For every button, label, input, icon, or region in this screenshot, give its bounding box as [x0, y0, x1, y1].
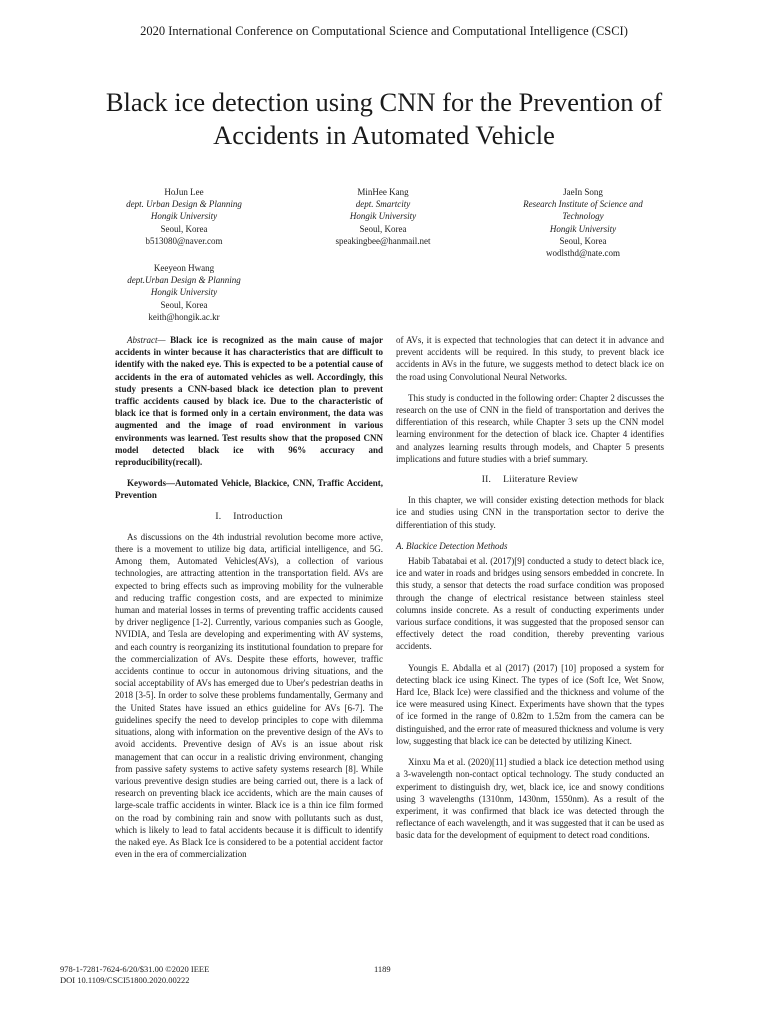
conference-header: 2020 International Conference on Computational Science and Computational Intelligence (CSCI)	[140, 24, 628, 38]
author-email: speakingbee@hanmail.net	[335, 235, 431, 246]
author-block	[100, 262, 268, 323]
paragraph: In this chapter, we will consider existing detection methods for black ice and studies using CNN in the transportation sector to derive the differentiation of this study.	[396, 495, 664, 530]
author-name: MinHee Kang	[357, 187, 409, 197]
author-dept: dept. Smartcity	[355, 199, 411, 210]
author-email: keith@hongik.ac.kr	[148, 311, 220, 322]
section-number: I.	[215, 511, 222, 522]
author-dept: Technology	[562, 211, 604, 222]
author-dept: Research Institute of Science and	[523, 199, 643, 210]
author-dept: dept. Urban Design & Planning	[126, 199, 242, 210]
section-title: Liiterature Review	[503, 475, 579, 486]
paragraph: Habib Tabatabai et al. (2017)[9] conducted a study to detect black ice, ice and water in roads and bridges using sensors embedded in concrete. In this study, a sensor that detects the road surface condition was proposed through the change of electrical resistance between stainless steel columns inside concrete. As a result of conducting experiments under various surface conditions, it was suggested that the proposed sensor can effectively detect the road condition, thereby preventing various accidents.	[396, 556, 664, 652]
intro-paragraph: As discussions on the 4th industrial revolution become more active, there is a movement to utilize big data, artificial intelligence, and 5G. Among them, Automated Vehicles(AVs), a collection of various technologies, are attracting attention in the transportation field. AVs are expected to bring effects such as improving mobility for the vulnerable and reducing traffic congestion costs, and are expected to minimize human and material losses in terms of preventing traffic accidents caused by driver negligence [1-2]. Currently, various companies such as Google, NVIDIA, and Tesla are developing and experimenting with AV systems, and each country is reorganizing its institutional foundation to prepare for the commercialization of AVs. Despite these efforts, however, traffic accidents continue to occur in autonomous driving situations, and the social acceptability of AVs has emerged due to Uber's pedestrian deaths in 2018 [3-5]. In order to solve these problems fundamentally, Germany and the United States have issued an ethics guideline for AVs [6-7]. The guidelines specify the need to develop principles to cope with dilemma situations, along with information on the preventive design of the AVs to avoid accidents. Preventive design of AVs is an issue about risk management that can occur in a realistic driving environment, changing from passive safety systems to active safety systems research [8]. While various preventive design studies are being carried out, there is a lack of research on preventing black ice accidents, which are the main causes of large-scale traffic accidents in winter. Black ice is a thin ice film formed on the road by combining rain and snow with pollutants such as dust, which is likely to lead to fatal accidents because it is difficult to identify the naked eye. As Black Ice is considered to be a potential accident factor even in the era of commercialization	[115, 531, 383, 860]
paragraph: of AVs, it is expected that technologies that can detect it in advance and prevent accidents will be required. In this study, to prevent black ice accidents in AVs in the future, we suggests method to detect black ice on the road using Convolutional Neural Networks.	[396, 335, 664, 382]
author-location: Seoul, Korea	[359, 223, 407, 234]
abstract-text: Black ice is recognized as the main cause of major accidents in winter because it has characteristics that are difficult to identify with the naked eye. This is expected to be a potential cause of accidents in the era of automated vehicles as well. Accordingly, this study presents a CNN-based black ice detection plan to prevent traffic accidents caused by black ice. Due to the characteristic of black ice that is formed only in a certain environment, the data was augmented and the image of road environment in various environments was learned. Test results show that the proposed CNN model detected black ice with 96% accuracy and reproducibility(recall).	[115, 335, 383, 468]
author-location: Seoul, Korea	[559, 235, 607, 246]
paragraph: Youngis E. Abdalla et al (2017) (2017) [10] proposed a system for detecting black ice using Kinect. The types of ice (Soft Ice, Wet Snow, Hard Ice, Black Ice) were classified and the thickness and volume of the ice were measured using Kinect. Experiments have shown that the types of ice formed in the range of 0.82m to 1.52m from the camera can be distinguished, and the error rate of measured thickness and volume is very low, suggesting that black ice can be detected by utilizing Kinect.	[396, 662, 664, 746]
section-heading	[115, 511, 383, 523]
paper-title: Black ice detection using CNN for the Prevention of Accidents in Automated Vehicle	[105, 87, 663, 150]
author-block	[498, 186, 668, 259]
footer-info	[60, 964, 209, 986]
author-dept: dept.Urban Design & Planning	[127, 275, 241, 286]
abstract	[115, 334, 383, 468]
abstract-label: Abstract—	[127, 335, 166, 345]
author-email: b513080@naver.com	[145, 235, 223, 246]
subsection-heading: A. Blackice Detection Methods	[396, 540, 508, 551]
keywords: Keywords—Automated Vehicle, Blackice, CNN, Traffic Accident, Prevention	[115, 478, 383, 501]
section-heading	[396, 474, 664, 486]
section-title: Introduction	[233, 511, 283, 522]
author-affiliation: Hongik University	[349, 211, 417, 222]
author-email: wodlsthd@nate.com	[545, 248, 621, 259]
section-number: II.	[481, 475, 492, 486]
author-affiliation: Hongik University	[150, 211, 218, 222]
right-column	[396, 334, 664, 851]
author-name: HoJun Lee	[164, 187, 204, 197]
author-block	[299, 186, 467, 247]
author-name: Keeyeon Hwang	[153, 263, 215, 273]
doi: DOI 10.1109/CSCI51800.2020.00222	[60, 975, 190, 985]
author-block	[100, 186, 268, 247]
author-affiliation: Hongik University	[549, 223, 617, 234]
author-affiliation: Hongik University	[150, 287, 218, 298]
author-location: Seoul, Korea	[160, 299, 208, 310]
left-column	[115, 334, 383, 862]
paragraph: This study is conducted in the following order: Chapter 2 discusses the research on the use of CNN in the field of transportation and derives the differentiation of this research, while Chapter 3 sets up the CNN model learning environment for the detection of black ice. Chapter 4 identifies and analyzes learning results through models, and Chapter 5 presents implications and future studies with a brief summary.	[396, 392, 664, 464]
isbn: 978-1-7281-7624-6/20/$31.00 ©2020 IEEE	[60, 964, 210, 974]
author-location: Seoul, Korea	[160, 223, 208, 234]
author-name: JaeIn Song	[563, 187, 603, 197]
paragraph: Xinxu Ma et al. (2020)[11] studied a black ice detection method using a 3-wavelength non-contact optical technology. The study conducted an experiment to distinguish dry, wet, black ice, ice and snowy conditions using 3 wavelengths (1310nm, 1430nm, 1550nm). As a result of the experiment, it was confirmed that black ice was detected through the reflectance of each wavelength, and it was suggested that it can be used as basic data for the development of equipment to detect road conditions.	[396, 757, 664, 841]
page-number: 1189	[374, 964, 391, 974]
